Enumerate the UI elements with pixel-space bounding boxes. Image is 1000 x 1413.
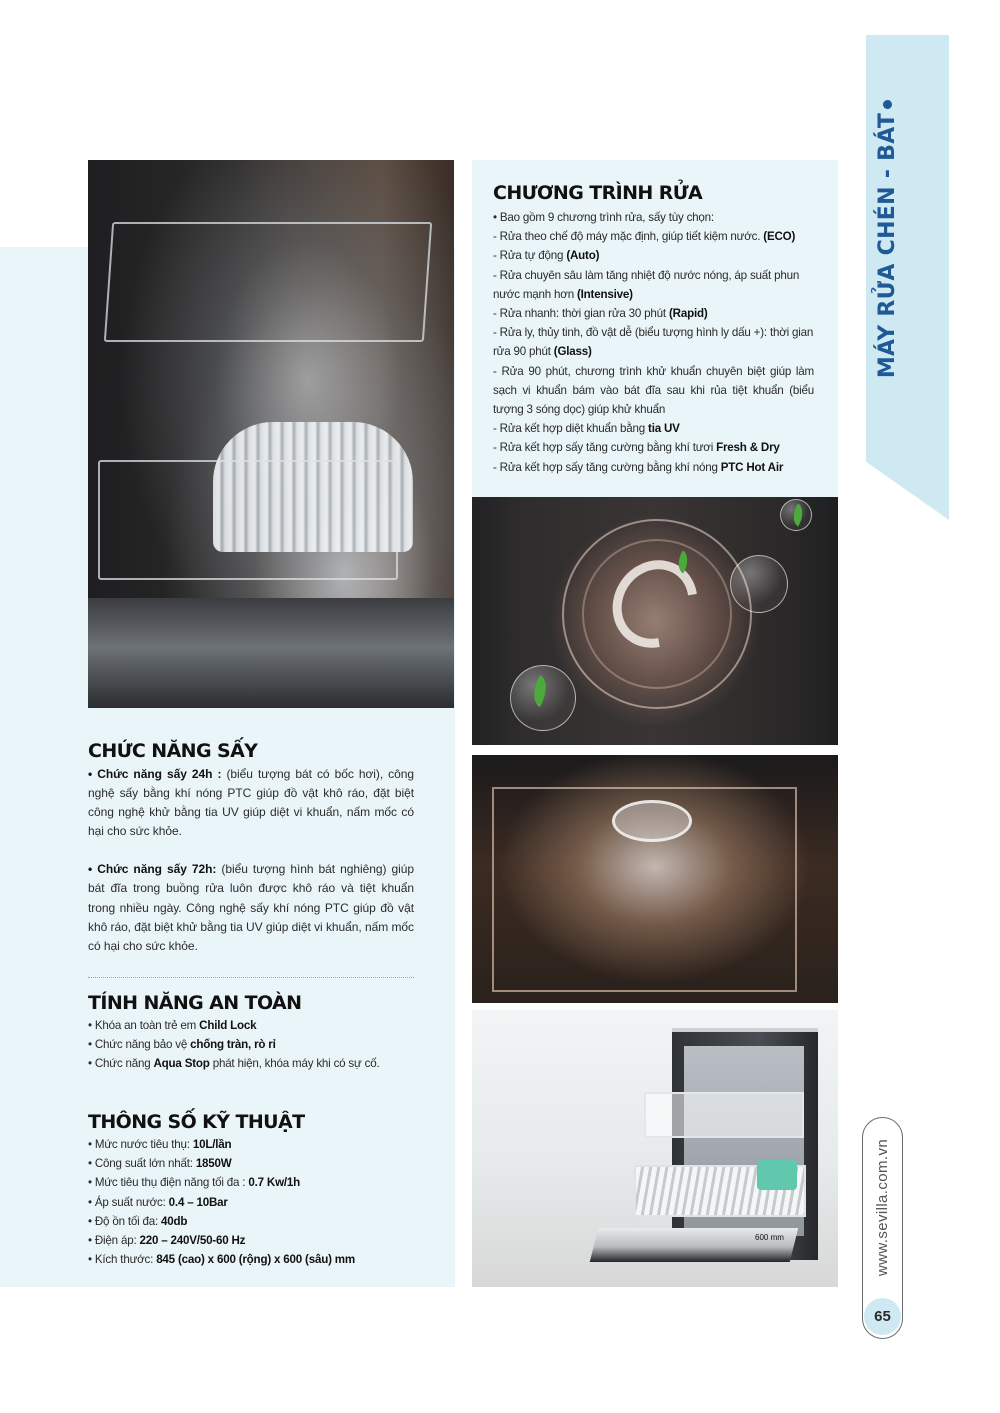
wash-program-item: - Rửa ly, thủy tinh, đồ vật dễ (biểu tượng hình ly dấu +): thời gian rửa 90 phút (Glass) <box>493 326 814 359</box>
spec-item: • Kích thước: 845 (cao) x 600 (rộng) x 600 (sâu) mm <box>88 1253 355 1267</box>
dotted-divider <box>88 977 414 978</box>
wash-program-item: - Rửa 90 phút, chương trình khử khuẩn chuyên biệt giúp làm sạch vi khuẩn bám vào bát đĩa sau khi rủa tiệt khuẩn (biểu tượng 3 sóng dọc) giúp khử khuẩn <box>493 364 814 417</box>
teal-bowl <box>757 1160 797 1190</box>
drying-section <box>88 740 414 956</box>
open-door <box>88 598 454 708</box>
upper-rack <box>104 222 432 342</box>
drying-item-72h: • Chức năng sấy 72h: (biểu tượng hình bát nghiêng) giúp bát đĩa trong buồng rửa luôn được khô ráo và tiệt khuẩn trong nhiều ngày. Công nghệ sấy khí nóng PTC giúp đồ vật khô ráo, đặt biệt khử bằng tia UV giúp diệt vi khuẩn, nấm mốc có hại cho sức khỏe. <box>88 862 414 953</box>
wash-program-intro: • Bao gồm 9 chương trình rửa, sấy tùy chọn: <box>493 211 714 224</box>
product-photo <box>472 1010 838 1287</box>
drying-title: CHỨC NĂNG SẤY <box>88 740 258 762</box>
spec-item: • Công suất lớn nhất: 1850W <box>88 1157 232 1171</box>
wash-program-title: CHƯƠNG TRÌNH RỬA <box>493 182 703 204</box>
dimension-label: 600 mm <box>755 1233 784 1242</box>
lower-rack <box>98 460 398 580</box>
spec-item: • Mức tiêu thụ điện năng tối đa : 0.7 Kw/1h <box>88 1176 301 1190</box>
bowl <box>612 800 692 842</box>
upper-rack <box>644 1092 804 1138</box>
spec-item: • Độ ồn tối đa: 40db <box>88 1214 188 1228</box>
safety-item: • Chức năng bảo vệ chống tràn, rò rỉ <box>88 1038 276 1052</box>
bubble <box>730 555 788 613</box>
wash-program-list <box>493 208 814 477</box>
wash-program-item: - Rửa kết hợp diệt khuẩn bằng tia UV <box>493 422 680 436</box>
wash-program-item: - Rửa tự động (Auto) <box>493 249 600 263</box>
bullet-dot-icon <box>883 100 892 109</box>
wash-program-item: - Rửa theo chế độ máy mặc định, giúp tiết kiệm nước. (ECO) <box>493 230 796 244</box>
safety-title: TÍNH NĂNG AN TOÀN <box>88 992 302 1014</box>
wash-program-item: - Rửa kết hợp sấy tăng cường bằng khí nóng PTC Hot Air <box>493 460 784 474</box>
website-link[interactable]: www.sevilla.com.vn <box>874 1138 892 1276</box>
wash-program-item: - Rửa nhanh: thời gian rửa 30 phút (Rapid) <box>493 307 708 321</box>
wash-program-item: - Rửa kết hợp sấy tăng cường bằng khí tươi Fresh & Dry <box>493 441 780 455</box>
safety-item: • Khóa an toàn trẻ em Child Lock <box>88 1019 257 1032</box>
safety-item: • Chức năng Aqua Stop phát hiện, khóa máy khi có sự cố. <box>88 1057 380 1071</box>
spec-item: • Áp suất nước: 0.4 – 10Bar <box>88 1195 228 1209</box>
spec-item: • Mức nước tiêu thụ: 10L/lần <box>88 1138 232 1151</box>
drying-item-24h: • Chức năng sấy 24h : (biểu tượng bát có bốc hơi), công nghệ sấy bằng khí nóng PTC giúp đồ vật khô ráo, đặt biệt công nghệ khử bằng tia UV giúp diệt vi khuẩn, nấm mốc có hại cho sức khỏe. <box>88 767 415 839</box>
specs-list <box>88 1135 414 1269</box>
category-title: MÁY RỬA CHÉN - BÁT <box>875 112 901 378</box>
specs-title: THÔNG SỐ KỸ THUẬT <box>88 1111 305 1133</box>
drying-image <box>472 755 838 1003</box>
wash-program-card <box>472 160 838 497</box>
page-number: 65 <box>864 1298 901 1335</box>
dishwasher-interior-image <box>88 160 454 708</box>
wash-program-item: - Rửa chuyên sâu làm tăng nhiệt độ nước nóng, áp suất phun nước mạnh hơn (Intensive) <box>493 268 800 301</box>
spec-item: • Điện áp: 220 – 240V/50-60 Hz <box>88 1234 246 1248</box>
safety-section <box>88 992 414 1074</box>
uv-sterilization-image <box>472 497 838 745</box>
specs-section <box>88 1111 414 1269</box>
safety-list <box>88 1016 414 1074</box>
